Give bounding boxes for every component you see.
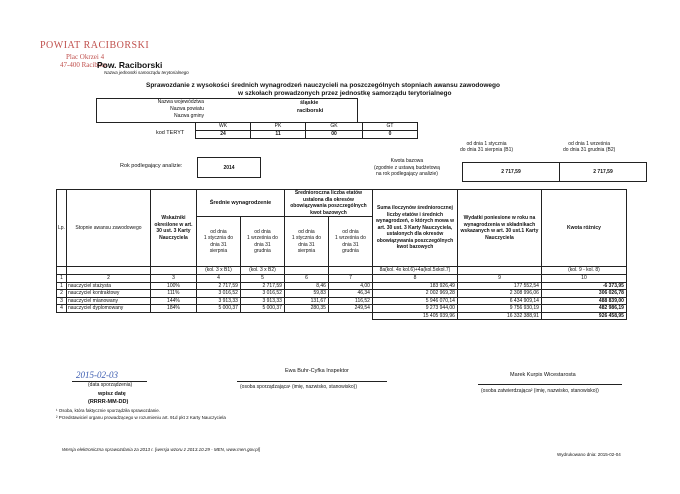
table-row [57, 305, 627, 313]
row-c9: 9 756 930,19 [457, 305, 541, 313]
row-c7: 249,54 [328, 305, 372, 313]
version-note: Wersja elektroniczna sprawozdania za 2013 r. [wersja wzoru z 2013.10.29 - MEN, www.men.gov.pl] [62, 447, 261, 452]
row-c10: 488 839,00 [541, 297, 626, 305]
row-c9: 177 552,54 [457, 282, 541, 290]
table-row [57, 290, 627, 298]
row-c6: 131,67 [284, 297, 328, 305]
gmina-label: Nazwa gminy [173, 113, 204, 119]
h-note-empty3 [150, 267, 196, 275]
b2-header: od dnia 1 września do dnia 31 grudnia (B2) [563, 141, 616, 153]
row-c8: 183 926,49 [372, 282, 457, 290]
row-c9: 2 308 996,06 [457, 290, 541, 298]
b1-value: 2 717,59 [462, 162, 560, 182]
col-num-1: 1 [57, 275, 67, 283]
h-note-suma: 8a(kol. 4x kol.6)+4a(kol.5xkol.7) [372, 267, 457, 275]
kwota-label: Kwota bazowa (zgodnie z ustawą budżetową na rok podlegający analizie) [374, 158, 440, 177]
row-c10: 306 026,78 [541, 290, 626, 298]
h-note-roznica: (kol. 9 - kol. 8) [541, 267, 626, 275]
teryt-label: kod TERYT [156, 130, 185, 136]
h-note-sr-a: (kol. 3 x B1) [196, 267, 240, 275]
report-title: Sprawozdanie z wysokości średnich wynagrodzeń nauczycieli na poszczególnych stopniach awansu zawodowego [146, 82, 500, 89]
row-name: nauczyciel kontraktowy [66, 290, 150, 298]
total-empty1 [57, 312, 67, 320]
teryt-h-pk: PK [251, 123, 306, 131]
woj-label: Nazwa województwa [157, 99, 204, 105]
stamp-title: POWIAT RACIBORSKI [40, 40, 150, 51]
teryt-h-gt: GT [363, 123, 418, 131]
h-note-sr-b: (kol. 3 x B2) [240, 267, 284, 275]
approver-line [478, 384, 622, 385]
total-empty6 [284, 312, 328, 320]
stamp-city: 47-400 Racibórz [60, 61, 107, 69]
date-format: (RRRR-MM-DD) [88, 399, 129, 405]
totals-row [57, 312, 627, 320]
col-num-9: 9 [457, 275, 541, 283]
date-label: (data sporządzenia) [88, 382, 133, 388]
h-note-empty6 [457, 267, 541, 275]
approver-caption: (osoba zatwierdzająca² (imię, nazwisko, stanowisko)) [481, 388, 599, 394]
h-suma: Suma iloczynów średniorocznej liczby etatów i średnich wynagrodzeń, o których mowa w art. 30 ust. 3 Karty Nauczyciela, ustalonych dla okresów obowiązywania poszczególnych kwot bazowych [372, 190, 457, 267]
row-lp: 3 [57, 297, 67, 305]
year-label: Rok podlegający analizie: [120, 163, 183, 169]
col-num-8: 8 [372, 275, 457, 283]
h-wydatki: Wydatki poniesione w roku na wynagrodzenia w składnikach wskazanych w art. 30 ust.1 Karty Nauczyciela [457, 190, 541, 267]
h-et-b: od dnia 1 września do dnia 31 grudnia [328, 217, 372, 267]
h-etaty: Średnioroczna liczba etatów ustalona dla okresów obowiązywania poszczególnych kwot bazowych [284, 190, 372, 217]
row-pct: 184% [150, 305, 196, 313]
row-lp: 2 [57, 290, 67, 298]
h-stopien: Stopnie awansu zawodowego [66, 190, 150, 267]
col-num-5: 5 [240, 275, 284, 283]
b2-value: 2 717,59 [559, 162, 647, 182]
row-pct: 144% [150, 297, 196, 305]
col-num-2: 2 [66, 275, 150, 283]
h-srednie: Średnie wynagrodzenie [196, 190, 284, 217]
table-row [57, 297, 627, 305]
handwritten-date: 2015-02-03 [76, 370, 118, 380]
row-c5: 3 913,33 [240, 297, 284, 305]
preparer-name: Ewa Buhr-Cyfka Inspektor [285, 368, 349, 374]
table-row [57, 282, 627, 290]
teryt-v-gt: 0 [363, 131, 418, 139]
col-num-7: 7 [328, 275, 372, 283]
salary-table [56, 189, 627, 320]
h-sr-b: od dnia 1 września do dnia 31 grudnia [240, 217, 284, 267]
row-c4: 2 717,59 [196, 282, 240, 290]
teryt-h-gk: GK [306, 123, 363, 131]
row-c4: 3 913,33 [196, 297, 240, 305]
row-c7: 116,52 [328, 297, 372, 305]
h-note-empty1 [57, 267, 67, 275]
row-c9: 6 434 909,14 [457, 297, 541, 305]
authority-caption: Nazwa jednostki samorządu terytorialnego [104, 70, 189, 75]
h-lp: Lp. [57, 190, 67, 267]
total-empty5 [240, 312, 284, 320]
footnote-1: ¹ Osoba, która faktycznie sporządziła sprawozdanie. [56, 408, 161, 413]
report-subtitle: w szkołach prowadzonych przez jednostkę samorządu terytorialnego [238, 90, 452, 97]
row-c6: 8,46 [284, 282, 328, 290]
pow-label: Nazwa powiatu [170, 106, 204, 112]
approver-name: Marek Kurpis Wicestarosta [510, 372, 576, 378]
col-num-4: 4 [196, 275, 240, 283]
row-c6: 280,35 [284, 305, 328, 313]
h-wskazniki: Wskaźniki określone w art. 30 ust. 3 Karty Nauczyciela [150, 190, 196, 267]
row-lp: 1 [57, 282, 67, 290]
teryt-v-gk: 00 [306, 131, 363, 139]
row-c4: 3 016,52 [196, 290, 240, 298]
h-note-empty2 [66, 267, 150, 275]
woj-value: śląskie [300, 100, 319, 106]
row-c5: 5 000,37 [240, 305, 284, 313]
total-c9: 16 332 388,91 [457, 312, 541, 320]
year-value: 2014 [197, 157, 261, 178]
row-name: nauczyciel dyplomowany [66, 305, 150, 313]
row-lp: 4 [57, 305, 67, 313]
col-num-10: 10 [541, 275, 626, 283]
stamp-address: Plac Okrzei 4 [66, 53, 105, 61]
teryt-v-pk: 11 [251, 131, 306, 139]
pow-value: raciborski [297, 108, 324, 114]
col-num-3: 3 [150, 275, 196, 283]
row-c6: 59,83 [284, 290, 328, 298]
row-c10: -6 373,95 [541, 282, 626, 290]
authority-name: Pow. Raciborski [97, 60, 163, 70]
teryt-h-wk: WK [196, 123, 251, 131]
preparer-line [237, 381, 387, 382]
row-c7: 4,00 [328, 282, 372, 290]
row-c8: 5 946 070,14 [372, 297, 457, 305]
row-c10: 482 986,19 [541, 305, 626, 313]
row-c5: 2 717,59 [240, 282, 284, 290]
h-note-empty4 [284, 267, 328, 275]
h-et-a: od dnia 1 stycznia do dnia 31 sierpnia [284, 217, 328, 267]
total-empty2 [66, 312, 150, 320]
total-empty4 [196, 312, 240, 320]
teryt-table [195, 122, 418, 139]
printed-date: Wydrukowano dnia: 2015-02-04 [557, 452, 621, 457]
row-c7: 46,34 [328, 290, 372, 298]
total-empty7 [328, 312, 372, 320]
total-empty3 [150, 312, 196, 320]
preparer-caption: (osoba sporządzająca¹ (imię, nazwisko, stanowisko)) [240, 384, 357, 390]
h-note-empty5 [328, 267, 372, 275]
total-c10: 926 458,95 [541, 312, 626, 320]
total-c8: 15 405 939,96 [372, 312, 457, 320]
row-name: nauczyciel stażysta [66, 282, 150, 290]
row-c8: 9 273 944,00 [372, 305, 457, 313]
row-pct: 111% [150, 290, 196, 298]
row-name: nauczyciel mianowany [66, 297, 150, 305]
date-instruction: wpisz datę [98, 391, 126, 397]
teryt-v-wk: 24 [196, 131, 251, 139]
h-roznica: Kwota różnicy [541, 190, 626, 267]
footnote-2: ² Przedstawiciel organu prowadzącego w rozumieniu art. 91d pkt 2 Karty Nauczyciela [56, 415, 226, 420]
row-c8: 2 002 969,28 [372, 290, 457, 298]
row-c4: 5 000,37 [196, 305, 240, 313]
h-sr-a: od dnia 1 stycznia do dnia 31 sierpnia [196, 217, 240, 267]
row-pct: 100% [150, 282, 196, 290]
b1-header: od dnia 1 stycznia do dnia 31 sierpnia (B1) [460, 141, 514, 153]
row-c5: 3 016,52 [240, 290, 284, 298]
col-num-6: 6 [284, 275, 328, 283]
